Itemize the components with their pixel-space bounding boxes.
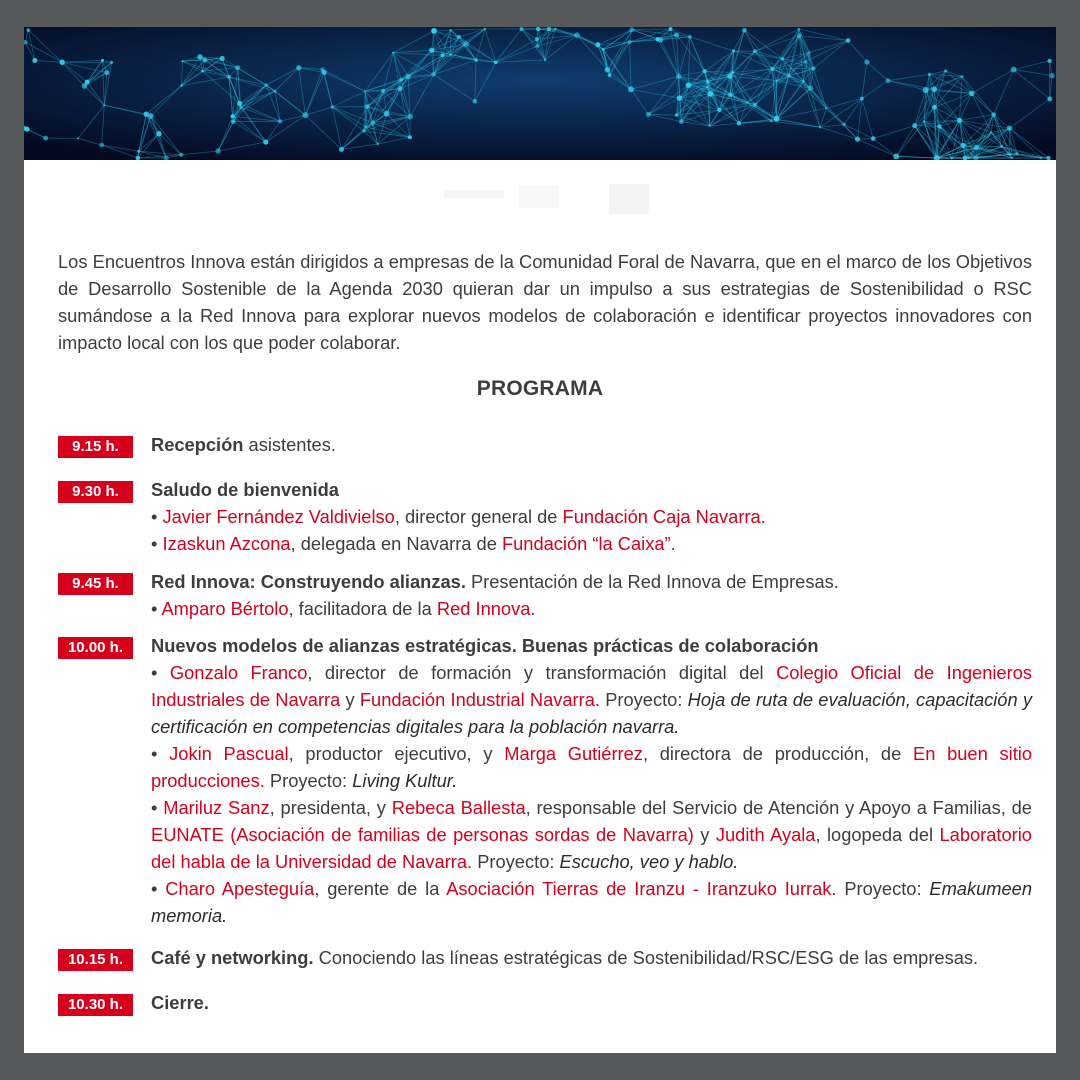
organization-name: Fundación Caja Navarra. <box>562 506 766 527</box>
faded-logo-mark <box>429 180 669 220</box>
project-title: Emakumeen memoria. <box>151 878 1033 926</box>
project-title: Hoja de ruta de evaluación, capacitación y certificación en competencias digitales para la población navarra. <box>151 689 1033 737</box>
time-badge: 10.15 h. <box>58 949 133 971</box>
speaker-name: Judith Ayala <box>715 824 816 845</box>
speaker-name: Mariluz Sanz <box>163 797 270 818</box>
speaker-name: Rebeca Ballesta <box>391 797 526 818</box>
speaker-name: Jokin Pascual <box>169 743 289 764</box>
speaker-paragraph: • Jokin Pascual, productor ejecutivo, y Marga Gutiérrez, directora de producción, de En buen sitio producciones. Proyecto: Living Kultur. <box>151 743 1033 791</box>
programa-heading: PROGRAMA <box>476 377 604 400</box>
slot-body <box>151 476 1032 557</box>
slot-body <box>151 989 1032 1016</box>
slot-heading: Saludo de bienvenida <box>151 479 339 500</box>
slot-heading: Cierre. <box>151 992 209 1013</box>
slot-body <box>151 431 1032 458</box>
slot-text: Presentación de la Red Innova de Empresas. <box>465 571 839 592</box>
speaker-name: Marga Gutiérrez <box>504 743 643 764</box>
slot-heading: Nuevos modelos de alianzas estratégicas. Buenas prácticas de colaboración <box>151 635 819 656</box>
time-badge: 9.45 h. <box>58 573 133 595</box>
slot-heading: Red Innova: Construyendo alianzas. <box>151 571 466 592</box>
speaker-name: Charo Apesteguía <box>165 878 315 899</box>
slot-text: Conociendo las líneas estratégicas de Sostenibilidad/RSC/ESG de las empresas. <box>313 947 979 968</box>
speaker-paragraph: • Charo Apesteguía, gerente de la Asociación Tierras de Iranzu - Iranzuko Iurrak. Proyecto: Emakumeen memoria. <box>151 878 1033 926</box>
speaker-line: • Amparo Bértolo, facilitadora de la Red Innova. <box>151 598 536 619</box>
time-badge: 10.00 h. <box>58 637 133 659</box>
organization-name: Colegio Oficial de Ingenieros Industriales de Navarra <box>151 662 1032 710</box>
network-mesh-graphic <box>24 27 1056 160</box>
speaker-name: Amparo Bértolo <box>161 598 289 619</box>
organization-name: Fundación Industrial Navarra. <box>359 689 600 710</box>
slot-text: asistentes. <box>243 434 336 455</box>
organization-name: Red Innova. <box>436 598 536 619</box>
intro-paragraph: Los Encuentros Innova están dirigidos a empresas de la Comunidad Foral de Navarra, que en el marco de los Objetivos de Desarrollo Sostenible de la Agenda 2030 quieran dar un impulso a sus estrategias de Sostenibilidad o RSC sumándose a la Red Innova para explorar nuevos modelos de colaboración e identificar proyectos innovadores con impacto local con los que poder colaborar. <box>58 251 1032 353</box>
time-badge: 9.15 h. <box>58 436 133 458</box>
network-banner-image <box>24 27 1056 160</box>
speaker-line: • Izaskun Azcona, delegada en Navarra de Fundación “la Caixa”. <box>151 533 676 554</box>
speaker-line: • Javier Fernández Valdivielso, director general de Fundación Caja Navarra. <box>151 506 766 527</box>
time-badge: 10.30 h. <box>58 994 133 1016</box>
document-card <box>24 27 1056 1053</box>
project-title: Escucho, veo y hablo. <box>559 851 739 872</box>
speaker-paragraph: • Gonzalo Franco, director de formación y transformación digital del Colegio Oficial de Ingenieros Industriales de Navarra y Fundación Industrial Navarra. Proyecto: Hoja de ruta de evaluación, capacitación y certificación en competencias digitales para la población navarra. <box>151 662 1033 737</box>
organization-name: EUNATE (Asociación de familias de personas sordas de Navarra) <box>151 824 694 845</box>
organization-name: Asociación Tierras de Iranzu - Iranzuko Iurrak. <box>446 878 837 899</box>
speaker-name: Izaskun Azcona <box>162 533 291 554</box>
slot-body <box>151 568 1032 622</box>
organization-name: En buen sitio producciones. <box>151 743 1033 791</box>
project-title: Living Kultur. <box>352 770 458 791</box>
slot-body <box>151 944 1032 971</box>
speaker-paragraph: • Mariluz Sanz, presidenta, y Rebeca Ballesta, responsable del Servicio de Atención y Apoyo a Familias, de EUNATE (Asociación de familias de personas sordas de Navarra) y Judith Ayala, logopeda del Laboratorio del habla de la Universidad de Navarra. Proyecto: Escucho, veo y hablo. <box>151 797 1032 872</box>
time-badge: 9.30 h. <box>58 481 133 503</box>
organization-name: Fundación “la Caixa”. <box>501 533 676 554</box>
slot-body <box>151 632 1032 929</box>
speaker-name: Gonzalo Franco <box>169 662 308 683</box>
organization-name: Laboratorio del habla de la Universidad de Navarra. <box>151 824 1032 872</box>
speaker-name: Javier Fernández Valdivielso <box>162 506 395 527</box>
slot-heading: Recepción <box>151 434 244 455</box>
slot-heading: Café y networking. <box>151 947 314 968</box>
